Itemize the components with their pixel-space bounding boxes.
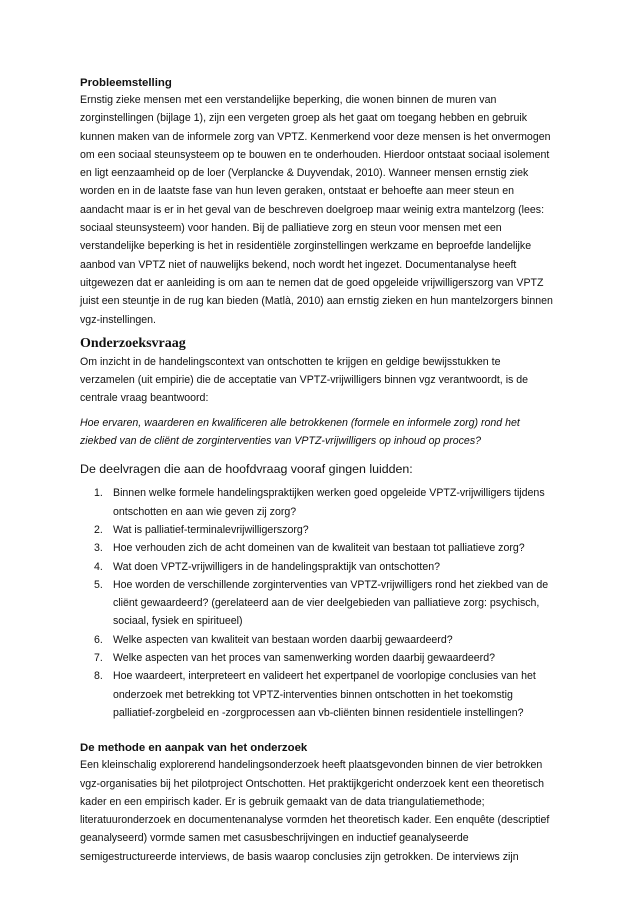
text-line: palliatief-zorgbeleid en -zorgprocessen aan vb-cliënten binnen residentiele instellingen?	[113, 706, 524, 719]
list-number: 8.	[94, 670, 103, 683]
text-line: Welke aspecten van het proces van samenwerking worden daarbij gewaardeerd?	[113, 652, 495, 665]
text-line: zorginstellingen (bijlage 1), zijn een vergeten groep als het gaat om toegang hebben en gebruik	[80, 112, 528, 125]
heading-probleemstelling: Probleemstelling	[80, 77, 172, 89]
text-line: verzamelen (uit empirie) die de acceptatie van VPTZ-vrijwilligers binnen vgz verantwoordt, is de	[80, 374, 529, 387]
list-number: 5.	[94, 578, 103, 591]
text-line: kunnen maken van de informele zorg van VPTZ. Kenmerkend voor deze mensen is het onvermogen	[80, 130, 551, 143]
text-line: Ernstig zieke mensen met een verstandelijke beperking, die wonen binnen de muren van	[80, 94, 497, 106]
text-line: sociaal steunsysteem) voor handen. Bij de palliatieve zorg en steun voor mensen met een	[80, 222, 502, 235]
text-line: worden en in de laatste fase van hun leven geraken, ontstaat er behoefte aan meer steun en	[80, 185, 515, 198]
text-line: Binnen welke formele handelingspraktijken werken goed opgeleide VPTZ-vrijwilligers tijdens	[113, 487, 545, 500]
paragraph-onderzoeksvraag	[80, 353, 563, 408]
text-line: aanbod van VPTZ niet of nauwelijks bekend, noch wordt het ingezet. Documentanalyse heeft	[80, 258, 517, 271]
text-line: literatuuronderzoek en documentenanalyse vormden het theoretisch kader. Een enquête (descriptief	[80, 814, 550, 827]
text-line: onderzoek met betrekking tot VPTZ-interventies binnen ontschotten in het toekomstig	[113, 688, 513, 701]
text-line: kader en een empirisch kader. Er is gebruik gemaakt van de data triangulatiemethode;	[80, 795, 485, 808]
list-item	[80, 649, 563, 667]
text-line: aandacht maar is er in het geval van de beschreven doelgroep maar weinig extra mantelzorg (lees:	[80, 203, 545, 216]
list-number: 3.	[94, 542, 103, 555]
subquestions-intro: De deelvragen die aan de hoofdvraag vooraf gingen luidden:	[80, 462, 413, 477]
paragraph-methode	[80, 756, 563, 866]
heading-methode: De methode en aanpak van het onderzoek	[80, 742, 308, 755]
text-line: Welke aspecten van kwaliteit van bestaan worden daarbij gewaardeerd?	[113, 633, 453, 646]
text-line: sociaal, fysiek en spiritueel)	[113, 615, 243, 628]
text-line: verstandelijke beperking is het in residentiële zorginstellingen werkzame en beproefde landelijke	[80, 240, 532, 253]
text-line: Om inzicht in de handelingscontext van ontschotten te krijgen en geldige bewijsstukken te	[80, 355, 501, 368]
text-line: cliënt gewaardeerd? (gerelateerd aan de vier deelgebieden van palliatieve zorg: psychisch,	[113, 597, 540, 610]
central-question	[80, 414, 563, 451]
document-page	[80, 75, 563, 866]
list-item	[80, 631, 563, 649]
list-number: 4.	[94, 560, 103, 573]
text-line: centrale vraag beantwoord:	[80, 392, 209, 405]
text-line: ziekbed van de cliënt de zorginterventies van VPTZ-vrijwilligers op inhoud op proces?	[80, 435, 482, 448]
text-line: en ligt eenzaamheid op de loer (Verplancke & Duyvendak, 2010). Wanneer mensen ernstig ziek	[80, 167, 529, 180]
list-number: 7.	[94, 652, 103, 665]
list-item	[80, 539, 563, 557]
list-number: 2.	[94, 523, 103, 536]
text-line: Wat is palliatief-terminalevrijwilligerszorg?	[113, 523, 309, 536]
text-line: geanalyseerd) vormde samen met casusbeschrijvingen en inductief geanalyseerde	[80, 832, 469, 845]
text-line: Hoe worden de verschillende zorginterventies van VPTZ-vrijwilligers rond het ziekbed van de	[113, 578, 549, 591]
text-line: Hoe verhouden zich de acht domeinen van de kwaliteit van bestaan tot palliatieve zorg?	[113, 542, 525, 555]
list-item	[80, 558, 563, 576]
list-item	[80, 521, 563, 539]
text-line: vgz-instellingen.	[80, 313, 156, 326]
subquestions-list	[80, 484, 563, 722]
list-item	[80, 484, 563, 521]
text-line: juist een steuntje in de rug kan bieden (Matlà, 2010) aan ernstig zieken en hun mantelzorgers binnen	[80, 295, 553, 308]
text-line: ontschotten en aan wie geven zij zorg?	[113, 505, 297, 518]
text-line: uitgewezen dat er aanleiding is om aan te nemen dat de goed opgeleide vrijwilligerszorg van VPTZ	[80, 276, 544, 289]
text-line: Een kleinschalig explorerend handelingsonderzoek heeft plaatsgevonden binnen de vier betrokken	[80, 759, 543, 772]
text-line: vgz-organisaties bij het pilotproject Ontschotten. Het praktijkgericht onderzoek kent een theoretisch	[80, 777, 545, 790]
text-line: Hoe waardeert, interpreteert en valideert het expertpanel de voorlopige conclusies van het	[113, 670, 536, 683]
text-line: om een sociaal steunsysteem op te bouwen en te onderhouden. Hierdoor ontstaat sociaal isolement	[80, 148, 550, 161]
text-line: Hoe ervaren, waarderen en kwalificeren alle betrokkenen (formele en informele zorg) rond het	[80, 416, 520, 429]
text-line: Wat doen VPTZ-vrijwilligers in de handelingspraktijk van ontschotten?	[113, 560, 440, 573]
paragraph-probleemstelling	[80, 91, 563, 329]
text-line: semigestructureerde interviews, de basis waarop conclusies zijn getrokken. De interviews zijn	[80, 850, 519, 863]
heading-onderzoeksvraag: Onderzoeksvraag	[80, 335, 186, 351]
list-item	[80, 667, 563, 722]
list-item	[80, 576, 563, 631]
list-number: 1.	[94, 487, 103, 500]
list-number: 6.	[94, 633, 103, 646]
